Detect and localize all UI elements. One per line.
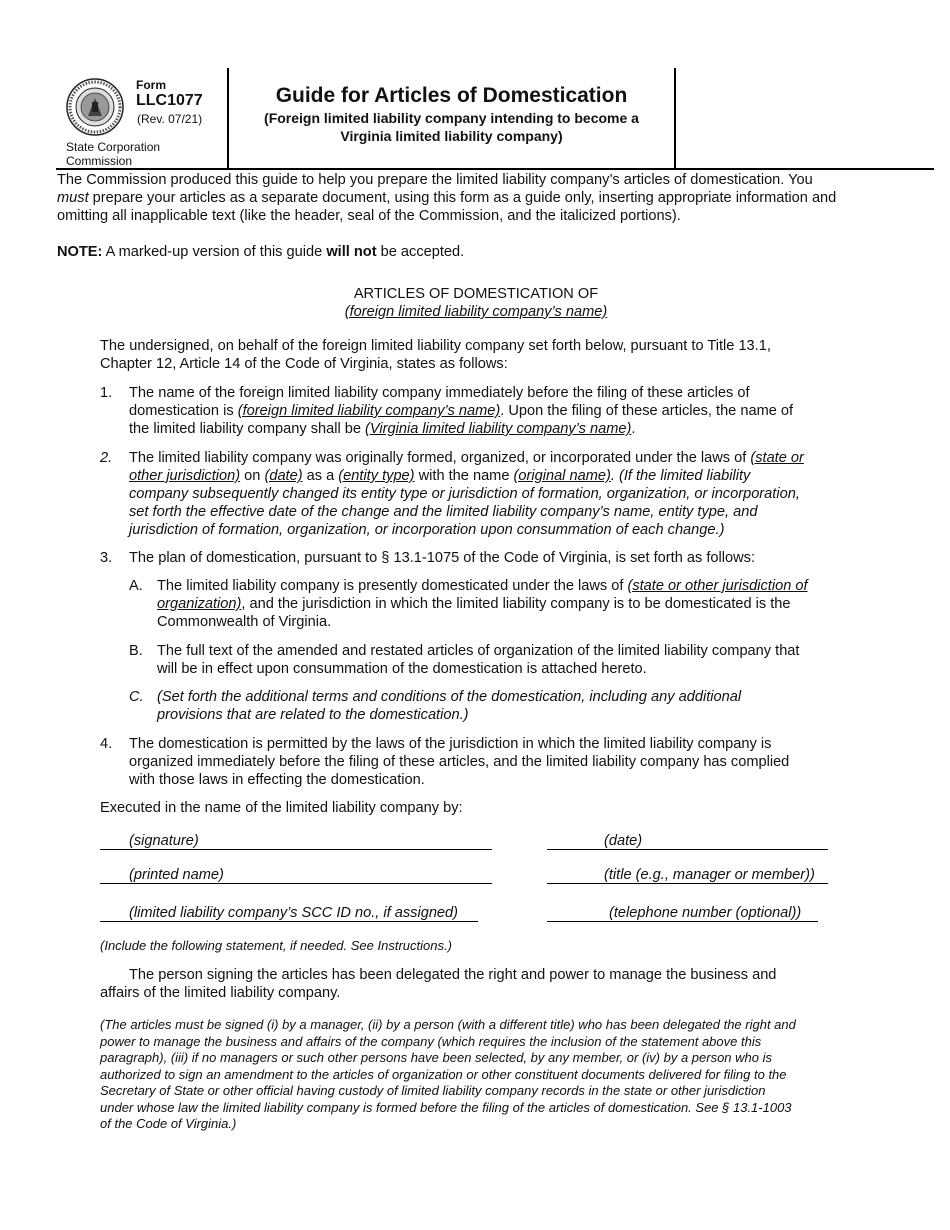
item-3c-label: C. [129,689,144,705]
form-label: Form [136,78,166,92]
commission-seal-icon [66,78,124,136]
item-1-number: 1. [100,385,113,401]
item-3-text: The plan of domestication, pursuant to § 13.1-1075 of the Code of Virginia, is set forth as follows: [129,550,756,566]
articles-heading: ARTICLES OF DOMESTICATION OF (foreign limited liability company’s name) [344,286,608,320]
intro-paragraph: The Commission produced this guide to help you prepare the limited liability company’s articles of domestication. You must prepare your articles as a separate document, using this form as a guide only, inserting appropriate information and omitting all inapplicable text (like the header, seal of the Commission, and the italicized portions). [57,172,837,224]
item-3b-label: B. [129,643,143,659]
preamble: The undersigned, on behalf of the foreign limited liability company set forth below, pursuant to Title 13.1, Chapter 12, Article 14 of the Code of Virginia, states as follows: [100,338,771,372]
item-2-number: 2. [100,450,113,466]
item-4-number: 4. [100,736,113,752]
title-line[interactable]: (title (e.g., manager or member)) [547,867,828,884]
header-rule [56,168,934,170]
telephone-line[interactable]: (telephone number (optional)) [547,905,818,922]
page-title: Guide for Articles of Domestication [275,84,628,107]
item-1-text: The name of the foreign limited liability company immediately before the filing of these articles of domestication is (foreign limited liability company’s name). Upon the filing of these articles, the name of the limited liability company shall be (Virginia limited liability company’s name). [129,385,794,437]
delegation-statement: The person signing the articles has been delegated the right and power to manage the business and affairs of the limited liability company. [100,967,777,1001]
date-line[interactable]: (date) [547,833,828,850]
item-2-text: The limited liability company was originally formed, organized, or incorporated under the laws of (state or other jurisdiction) on (date) as a (entity type) with the name (original name). (If the limited liability company subsequently changed its entity type or jurisdiction of formation, organization, or incorporation, set forth the effective date of the change and the limited liability company’s name, entity type, and jurisdiction of formation, organization, or incorporation upon consummation of each change.) [129,450,804,538]
item-3c-text: (Set forth the additional terms and conditions of the domestication, including any additional provisions that are related to the domestication.) [157,689,742,723]
form-number: LLC1077 [136,92,203,109]
signature-line[interactable]: (signature) [100,833,492,850]
form-revision: (Rev. 07/21) [137,112,203,126]
scc-id-line[interactable]: (limited liability company’s SCC ID no., if assigned) [100,905,478,922]
printed-name-line[interactable]: (printed name) [100,867,492,884]
item-3a-text: The limited liability company is presently domesticated under the laws of (state or other jurisdiction of organization), and the jurisdiction in which the limited liability company is to be domesticated is the Commonwealth of Virginia. [157,578,808,630]
agency-name: State Corporation Commission [66,140,161,168]
header-divider-right [674,68,676,169]
item-3-number: 3. [100,550,113,566]
signing-instructions: (The articles must be signed (i) by a manager, (ii) by a person (with a different title) who has been delegated the right and power to manage the business and affairs of the company (which requires the inclusion of the statement above this paragraph), (iii) if no managers or such other persons have been selected, by any member, or (iv) by a person who is authorized to sign an amendment to the articles of organization or other constituent documents delivered for filing to the Secretary of State or other official having custody of limited liability company records in the state or other jurisdiction under whose law the limited liability company is formed before the filing of the articles of domestication. See § 13.1-1003 of the Code of Virginia.) [100,1017,796,1131]
include-statement-note: (Include the following statement, if needed. See Instructions.) [100,938,452,953]
item-3a-label: A. [129,578,143,594]
note-paragraph: NOTE: A marked-up version of this guide will not be accepted. [57,244,465,260]
executed-statement: Executed in the name of the limited liability company by: [100,800,463,816]
item-4-text: The domestication is permitted by the laws of the jurisdiction in which the limited liability company is organized immediately before the filing of these articles, and the limited liability company has complied with those laws in effecting the domestication. [129,736,790,788]
page-subtitle: (Foreign limited liability company intending to become a Virginia limited liability company) [264,110,639,144]
item-3b-text: The full text of the amended and restated articles of organization of the limited liability company that will be in effect upon consummation of the domestication is attached hereto. [157,643,800,677]
